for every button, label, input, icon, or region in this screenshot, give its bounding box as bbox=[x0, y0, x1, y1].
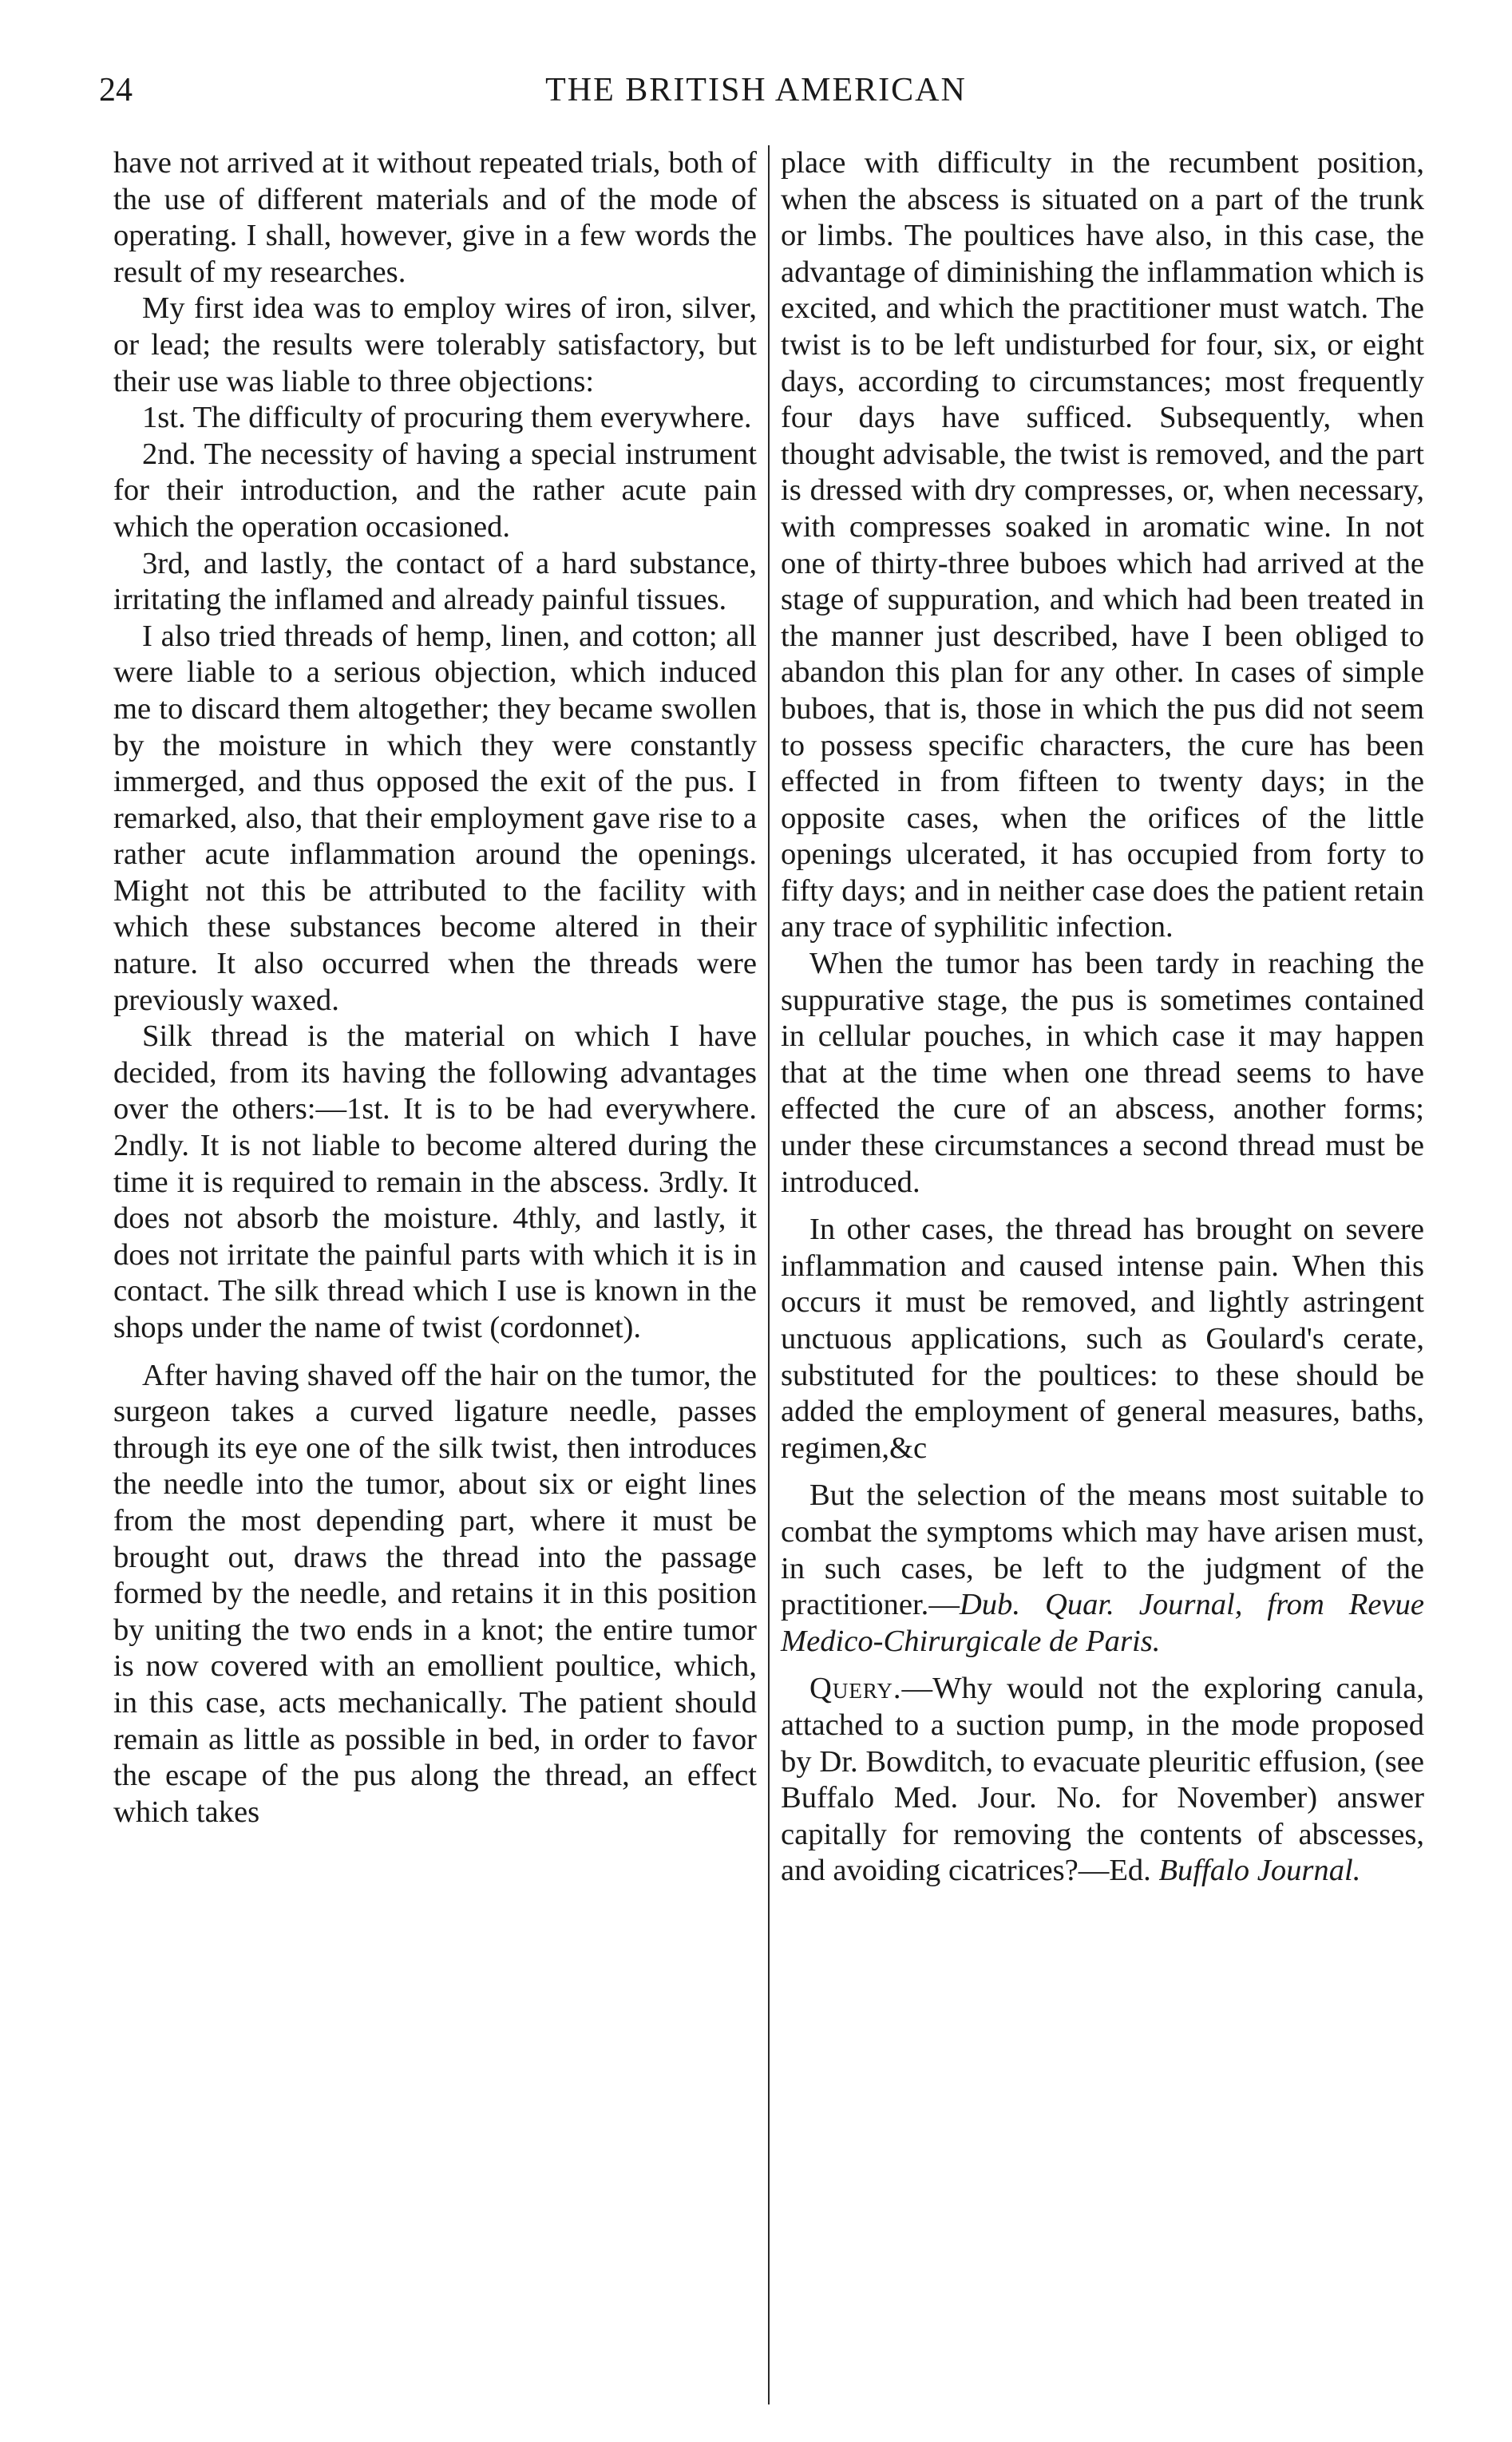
paragraph bbox=[781, 1671, 1424, 1890]
paragraph: 3rd, and lastly, the contact of a hard substance, irritating the inflamed and already painful tissues. bbox=[113, 546, 757, 617]
paragraph-text: But the selection of the means most suitable to combat the symptoms which may have arisen must, in such cases, be left to the judgment of the practitioner.— bbox=[781, 1478, 1424, 1622]
paragraph: Silk thread is the material on which I have decided, from its having the following advantages over the others:—1st. It is to be had everywhere. 2ndly. It is not liable to become altered during the time it is required to remain in the abscess. 3rdly. It does not absorb the moisture. 4thly, and lastly, it does not irritate the painful parts with which it is in contact. The silk thread which I use is known in the shops under the name of twist (cordonnet). bbox=[113, 1019, 757, 1344]
paragraph: 1st. The difficulty of procuring them everywhere. bbox=[142, 401, 752, 435]
paragraph: have not arrived at it without repeated trials, both of the use of different materials and of the mode of operating. I shall, however, give in a few words the result of my researches. bbox=[113, 146, 757, 289]
running-head: THE BRITISH AMERICAN bbox=[545, 72, 967, 109]
right-column bbox=[781, 145, 1424, 1890]
paragraph: In other cases, the thread has brought on severe inflammation and caused intense pain. When this occurs it must be removed, and lightly astringent unctuous applications, such as Goulard's cerate, substituted for the poultices: to these should be added the employment of general measures, baths, regimen,&c bbox=[781, 1213, 1424, 1465]
left-column bbox=[113, 145, 757, 1831]
paragraph: When the tumor has been tardy in reaching the suppurative stage, the pus is sometimes contained in cellular pouches, in which case it may happen that at the time when one thread seems to have effected the cure of an abscess, another forms; under these circumstances a second thread must be introduced. bbox=[781, 947, 1424, 1199]
column-rule bbox=[768, 145, 770, 2404]
paragraph: I also tried threads of hemp, linen, and cotton; all were liable to a serious objection, which induced me to discard them altogether; they became swollen by the moisture in which they were constantly immerged, and thus opposed the exit of the pus. I remarked, also, that their employment gave rise to a rather acute inflammation around the openings. Might not this be attributed to the facility with which these substances become altered in their nature. It also occurred when the threads were previously waxed. bbox=[113, 619, 757, 1017]
page-number: 24 bbox=[99, 72, 133, 109]
paragraph-text: —Why would not the exploring canula, attached to a suction pump, in the mode proposed by Dr. Bowditch, to evacuate pleuritic effusion, (see Buffalo Med. Jour. No. for November) answer capitally for removing the contents of abscesses, and avoiding cicatrices?—Ed. bbox=[781, 1672, 1424, 1888]
paragraph: My first idea was to employ wires of iron, silver, or lead; the results were tolerably satisfactory, but their use was liable to three objections: bbox=[113, 291, 757, 398]
paragraph: place with difficulty in the recumbent position, when the abscess is situated on a part of the trunk or limbs. The poultices have also, in this case, the advantage of diminishing the inflammation which is excited, and which the practitioner must watch. The twist is to be left undisturbed for four, six, or eight days, according to circumstances; most frequently four days have sufficed. Subsequently, when thought advisable, the twist is removed, and the part is dressed with dry compresses, or, when necessary, with compresses soaked in aromatic wine. In not one of thirty-three buboes which had arrived at the stage of suppuration, and which had been treated in the manner just described, have I been obliged to abandon this plan for any other. In cases of simple buboes, that is, those in which the pus did not seem to possess specific characters, the cure has been effected in from fifteen to twenty days; in the opposite cases, when the orifices of the little openings ulcerated, it has occupied from forty to fifty days; and in neither case does the patient retain any trace of syphilitic infection. bbox=[781, 146, 1424, 944]
paragraph: 2nd. The necessity of having a special instrument for their introduction, and the rather acute pain which the operation occasioned. bbox=[113, 437, 757, 544]
citation: Buffalo Journal. bbox=[1158, 1854, 1361, 1888]
query-lead: Query. bbox=[809, 1672, 902, 1706]
paragraph: After having shaved off the hair on the tumor, the surgeon takes a curved ligature needle, passes through its eye one of the silk twist, then introduces the needle into the tumor, about six or eight lines from the most depending part, where it must be brought out, draws the thread into the passage formed by the needle, and retains it in this position by uniting the two ends in a knot; the entire tumor is now covered with an emollient poultice, which, in this case, acts mechanically. The patient should remain as little as possible in bed, in order to favor the escape of the pus along the thread, an effect which takes bbox=[113, 1358, 757, 1829]
citation: Dub. Quar. Journal, from Revue Medico-Chirurgicale de Paris. bbox=[781, 1588, 1424, 1658]
paragraph bbox=[781, 1478, 1424, 1660]
